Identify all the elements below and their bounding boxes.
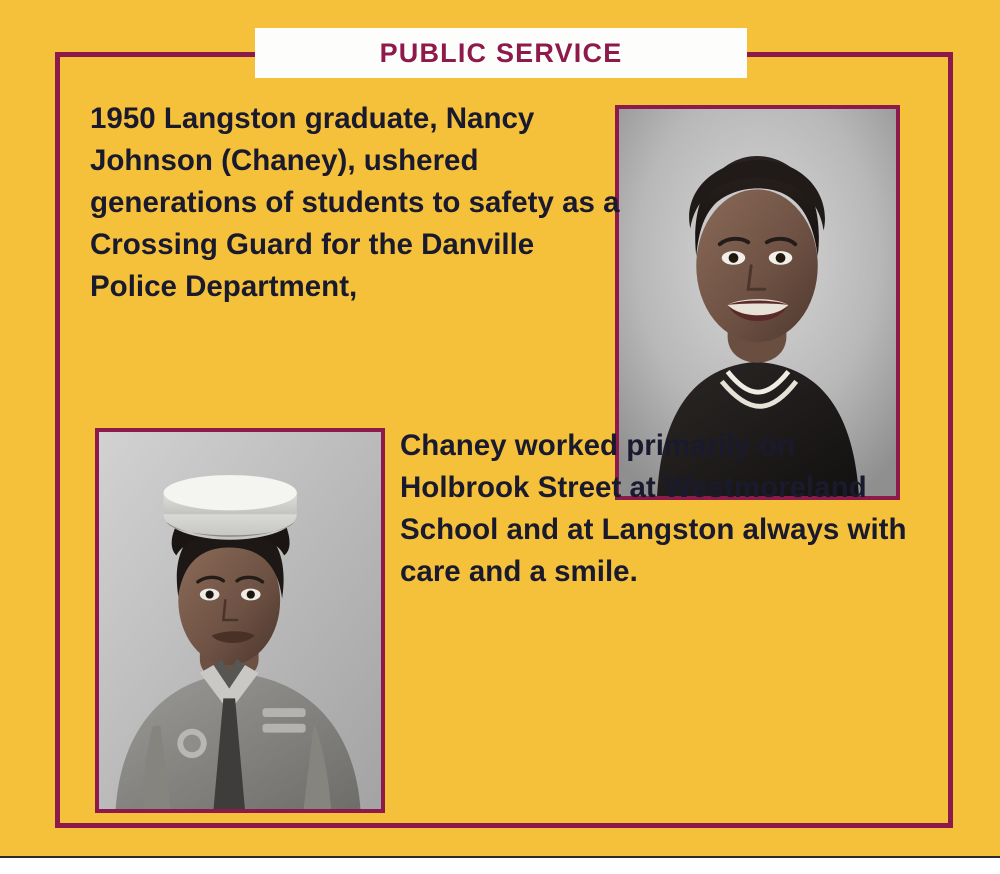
uniform-photo	[95, 428, 385, 813]
paragraph-secondary: Chaney worked primarily on Holbrook Street at Westmoreland School and at Langston always with care and a smile.	[400, 429, 907, 588]
page-title: PUBLIC SERVICE	[379, 37, 623, 68]
paragraph-primary: 1950 Langston graduate, Nancy Johnson (Chaney), ushered generations of students to safety as a Crossing Guard for the Danville Police Department,	[90, 102, 620, 303]
bottom-strip	[0, 856, 1000, 874]
uniform-photo-image	[99, 432, 381, 809]
title-plate	[255, 28, 747, 78]
